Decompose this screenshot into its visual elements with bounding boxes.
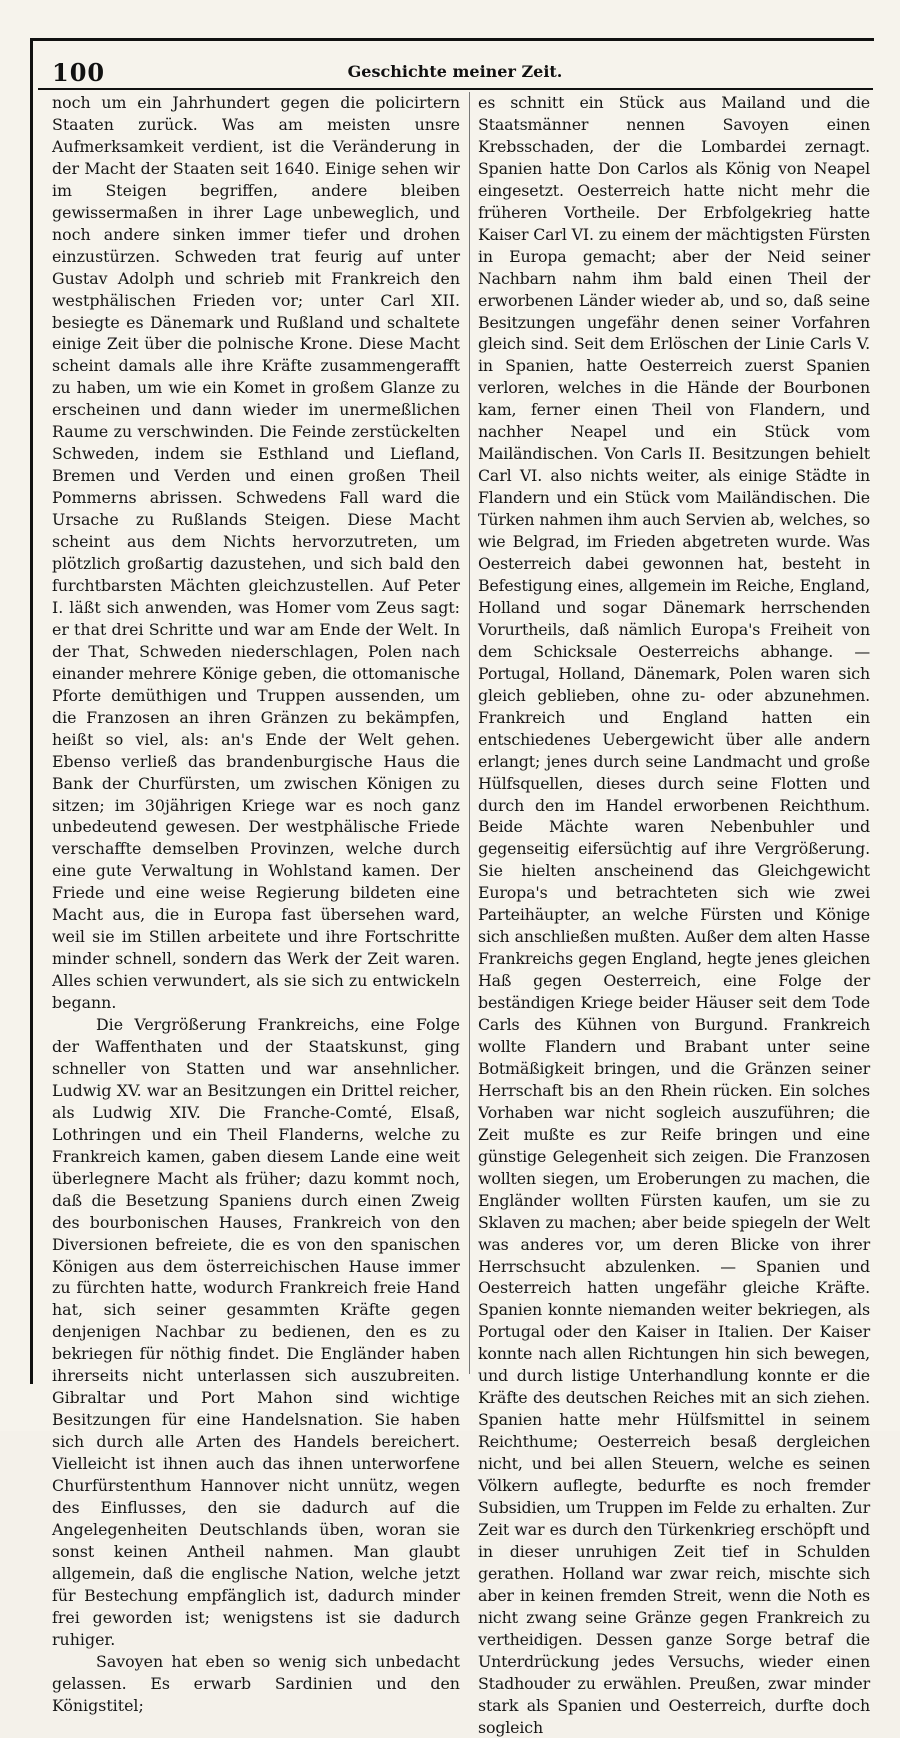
header-rule <box>38 88 873 90</box>
right-text-column <box>478 92 870 1738</box>
running-title: Geschichte meiner Zeit. <box>347 62 563 81</box>
paragraph: Die Vergrößerung Frankreichs, eine Folge der Waffenthaten und der Staatskunst, ging schneller von Statten und war ansehnlicher. Ludwig XV. war an Besitzungen ein Drittel reicher, als Ludwig XIV. Die Franche-Comté, Elsaß, Lothringen und ein Theil Flanderns, welche zu Frankreich kamen, gaben diesem Lande eine weit überlegnere Macht als früher; dazu kommt noch, daß die Besetzung Spaniens durch einen Zweig des bourbonischen Hauses, Frankreich von den Diversionen befreiete, die es von den spanischen Königen aus dem österreichischen Hause immer zu fürchten hatte, wodurch Frankreich freie Hand hat, sich seiner gesammten Kräfte gegen denjenigen Nachbar zu bedienen, den es zu bekriegen für nöthig findet. Die Engländer haben ihrerseits nicht unterlassen sich auszubreiten. Gibraltar und Port Mahon sind wichtige Besitzungen für eine Handelsnation. Sie haben sich durch alle Arten des Handels bereichert. Vielleicht ist ihnen auch das ihnen unterworfene Churfürstenthum Hannover nicht unnütz, wegen des Einflusses, den sie dadurch auf die Angelegenheiten Deutschlands üben, woran sie sonst keinen Antheil nahmen. Man glaubt allgemein, daß die englische Nation, welche jetzt für Bestechung empfänglich ist, dadurch minder frei geworden ist; wenigstens ist sie dadurch ruhiger. <box>52 1015 460 1649</box>
page-header <box>40 54 870 88</box>
paragraph: noch um ein Jahrhundert gegen die policirtern Staaten zurück. Was am meisten unsre Aufmerksamkeit verdient, ist die Veränderung in der Macht der Staaten seit 1640. Einige sehen wir im Steigen begriffen, andere bleiben gewissermaßen in ihrer Lage unbeweglich, und noch andere sinken immer tiefer und drohen einzustürzen. Schweden trat feurig auf unter Gustav Adolph und schrieb mit Frankreich den westphälischen Frieden vor; unter Carl XII. besiegte es Dänemark und Rußland und schaltete einige Zeit über die polnische Krone. Diese Macht scheint damals alle ihre Kräfte zusammengerafft zu haben, um wie ein Komet in großem Glanze zu erscheinen und dann wieder im unermeßlichen Raume zu verschwinden. Die Feinde zerstückelten Schweden, indem sie Esthland und Liefland, Bremen und Verden und einen großen Theil Pommerns abrissen. Schwedens Fall ward die Ursache zu Rußlands Steigen. Diese Macht scheint aus dem Nichts hervorzutreten, um plötzlich großartig dazustehen, und sich bald den furchtbarsten Mächten gleichzustellen. Auf Peter I. läßt sich anwenden, was Homer vom Zeus sagt: er that drei Schritte und war am Ende der Welt. In der That, Schweden niederschlagen, Polen nach einander mehrere Könige geben, die ottomanische Pforte demüthigen und Truppen aussenden, um die Franzosen an ihren Gränzen zu bekämpfen, heißt so viel, als: an's Ende der Welt gehen. Ebenso verließ das brandenburgische Haus die Bank der Churfürsten, um zwischen Königen zu sitzen; im 30jährigen Kriege war es noch ganz unbedeutend gewesen. Der westphälische Friede verschaffte demselben Provinzen, welche durch eine gute Verwaltung in Wohlstand kamen. Der Friede und eine weise Regierung bildeten eine Macht aus, die in Europa fast übersehen ward, weil sie im Stillen arbeitete und ihre Fortschritte minder schnell, sondern das Werk der Zeit waren. Alles schien verwundert, als sie sich zu entwickeln begann. <box>52 93 460 1013</box>
column-divider <box>469 92 470 1374</box>
page-number: 100 <box>52 58 106 87</box>
paragraph: es schnitt ein Stück aus Mailand und die Staatsmänner nennen Savoyen einen Krebsschaden, der die Lombardei zernagt. Spanien hatte Don Carlos als König von Neapel eingesetzt. Oesterreich hatte nicht mehr die früheren Vortheile. Der Erbfolgekrieg hatte Kaiser Carl VI. zu einem der mächtigsten Fürsten in Europa gemacht; aber der Neid seiner Nachbarn nahm ihm bald einen Theil der erworbenen Länder wieder ab, und so, daß seine Besitzungen ungefähr denen seiner Vorfahren gleich sind. Seit dem Erlöschen der Linie Carls V. in Spanien, hatte Oesterreich zuerst Spanien verloren, welches in die Hände der Bourbonen kam, ferner einen Theil von Flandern, und nachher Neapel und ein Stück vom Mailändischen. Von Carls II. Besitzungen behielt Carl VI. also nichts weiter, als einige Städte in Flandern und ein Stück vom Mailändischen. Die Türken nahmen ihm auch Servien ab, welches, so wie Belgrad, im Frieden abgetreten wurde. Was Oesterreich dabei gewonnen hat, besteht in Befestigung eines, allgemein im Reiche, England, Holland und sogar Dänemark herrschenden Vorurtheils, daß nämlich Europa's Freiheit von dem Schicksale Oesterreichs abhange. — Portugal, Holland, Dänemark, Polen waren sich gleich geblieben, ohne zu- oder abzunehmen. Frankreich und England hatten ein entschiedenes Uebergewicht über alle andern erlangt; jenes durch seine Landmacht und große Hülfsquellen, dieses durch seine Flotten und durch den im Handel erworbenen Reichthum. Beide Mächte waren Nebenbuhler und gegenseitig eifersüchtig auf ihre Vergrößerung. Sie hielten anscheinend das Gleichgewicht Europa's und betrachteten sich wie zwei Parteihäupter, an welche Fürsten und Könige sich anschließen mußten. Außer dem alten Hasse Frankreichs gegen England, hegte jenes gleichen Haß gegen Oesterreich, eine Folge der beständigen Kriege beider Häuser seit dem Tode Carls des Kühnen von Burgund. Frankreich wollte Flandern und Brabant unter seine Botmäßigkeit bringen, und die Gränzen seiner Herrschaft bis an den Rhein rücken. Ein solches Vorhaben war nicht sogleich auszuführen; die Zeit mußte es zur Reife bringen und eine günstige Gelegenheit sich zeigen. Die Franzosen wollten siegen, um Eroberungen zu machen, die Engländer wollten Fürsten kaufen, um sie zu Sklaven zu machen; aber beide spiegeln der Welt was anderes vor, um deren Blicke von ihrer Herrschsucht abzulenken. — Spanien und Oesterreich hatten ungefähr gleiche Kräfte. Spanien konnte niemanden weiter bekriegen, als Portugal oder den Kaiser in Italien. Der Kaiser konnte nach allen Richtungen hin sich bewegen, und durch listige Unterhandlung konnte er die Kräfte des deutschen Reiches mit an sich ziehen. Spanien hatte mehr Hülfsmittel in seinem Reichthume; Oesterreich besaß dergleichen nicht, und bei allen Steuern, welche es seinen Völkern auflegte, bedurfte es noch fremder Subsidien, um Truppen im Felde zu erhalten. Zur Zeit war es durch den Türkenkrieg erschöpft und in dieser unruhigen Zeit tief in Schulden gerathen. Holland war zwar reich, mischte sich aber in keinen fremden Streit, wenn die Noth es nicht zwang seine Gränze gegen Frankreich zu vertheidigen. Dessen ganze Sorge betraf die Unterdrückung jedes Versuchs, wieder einen Stadhouder zu erwählen. Preußen, zwar minder stark als Spanien und Oesterreich, durfte doch sogleich <box>478 93 870 1737</box>
left-text-column <box>52 92 460 1717</box>
paragraph: Savoyen hat eben so wenig sich unbedacht gelassen. Es erwarb Sardinien und den Königstitel; <box>52 1651 460 1715</box>
